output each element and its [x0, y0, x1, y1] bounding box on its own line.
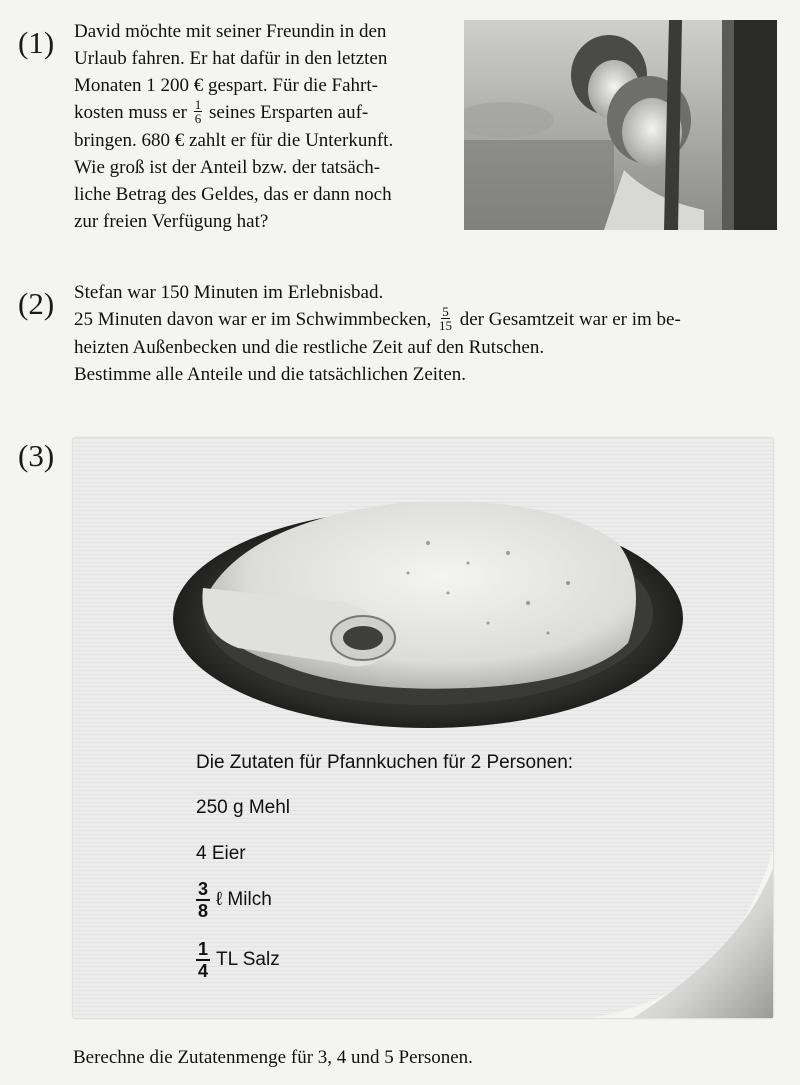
salt-label: TL Salz: [216, 949, 280, 970]
ingredient-salt: [196, 939, 280, 981]
task-2-line-2: [74, 306, 681, 334]
fraction-one-sixth: [194, 98, 203, 125]
task-1-line-4: [74, 99, 393, 127]
task-1-line-8: zur freien Verfügung hat?: [74, 211, 269, 233]
task-number-3: (3): [18, 438, 55, 473]
salt-fraction: [196, 939, 210, 981]
milk-label: ℓ Milch: [216, 889, 272, 910]
task-1-line-7: liche Betrag des Geldes, das er dann noch: [74, 184, 392, 206]
recipe-title: Die Zutaten für Pfannkuchen für 2 Personen:: [196, 752, 574, 773]
ingredient-eggs: 4 Eier: [196, 843, 246, 864]
photo-couple-train-window: [464, 20, 777, 230]
ingredient-milk: [196, 879, 272, 921]
fraction-numerator: 1: [194, 97, 202, 113]
recipe-sheet: [73, 438, 773, 1018]
milk-numerator: 3: [198, 879, 209, 899]
fraction-denominator: 15: [438, 318, 452, 334]
milk-denominator: 8: [198, 901, 209, 921]
salt-denominator: 4: [198, 961, 209, 981]
task-3-instruction: Berechne die Zutatenmenge für 3, 4 und 5 Personen.: [73, 1047, 473, 1068]
task-2-line-4: Bestimme alle Anteile und die tatsächlichen Zeiten.: [74, 364, 467, 386]
fraction-five-fifteenths: [438, 305, 453, 332]
task-2-line-2-after: der Gesamtzeit war er im be-: [459, 309, 681, 330]
photo-illustration: [464, 20, 777, 230]
task-1-line-4-before: kosten muss er: [74, 102, 187, 123]
task-1-line-5: bringen. 680 € zahlt er für die Unterkunft.: [74, 130, 394, 152]
pancake-plate-image: [168, 483, 688, 733]
salt-numerator: 1: [198, 939, 209, 959]
task-1-line-2: Urlaub fahren. Er hat dafür in den letzten: [74, 48, 388, 69]
ingredient-flour: 250 g Mehl: [196, 797, 291, 818]
task-1-line-3: Monaten 1 200 € gespart. Für die Fahrt-: [74, 75, 378, 96]
task-number-2: (2): [18, 286, 55, 321]
fraction-numerator: 5: [442, 304, 449, 320]
task-1-text: [74, 18, 393, 235]
page-curl: [593, 848, 773, 1018]
task-2-line-3: heizten Außenbecken und die restliche Zeit auf den Rutschen.: [74, 337, 545, 359]
task-1-line-6: Wie groß ist der Anteil bzw. der tatsäch-: [74, 157, 381, 179]
task-2-line-1: Stefan war 150 Minuten im Erlebnisbad.: [74, 282, 384, 303]
task-number-1: (1): [18, 25, 55, 60]
task-2-text: [74, 279, 681, 388]
task-2-line-2-before: 25 Minuten davon war er im Schwimmbecken,: [74, 309, 432, 330]
fraction-denominator: 6: [194, 111, 202, 127]
milk-fraction: [196, 879, 210, 921]
task-1-line-4-after: seines Ersparten auf-: [208, 102, 369, 123]
task-1-line-1: David möchte mit seiner Freundin in den: [74, 21, 387, 42]
